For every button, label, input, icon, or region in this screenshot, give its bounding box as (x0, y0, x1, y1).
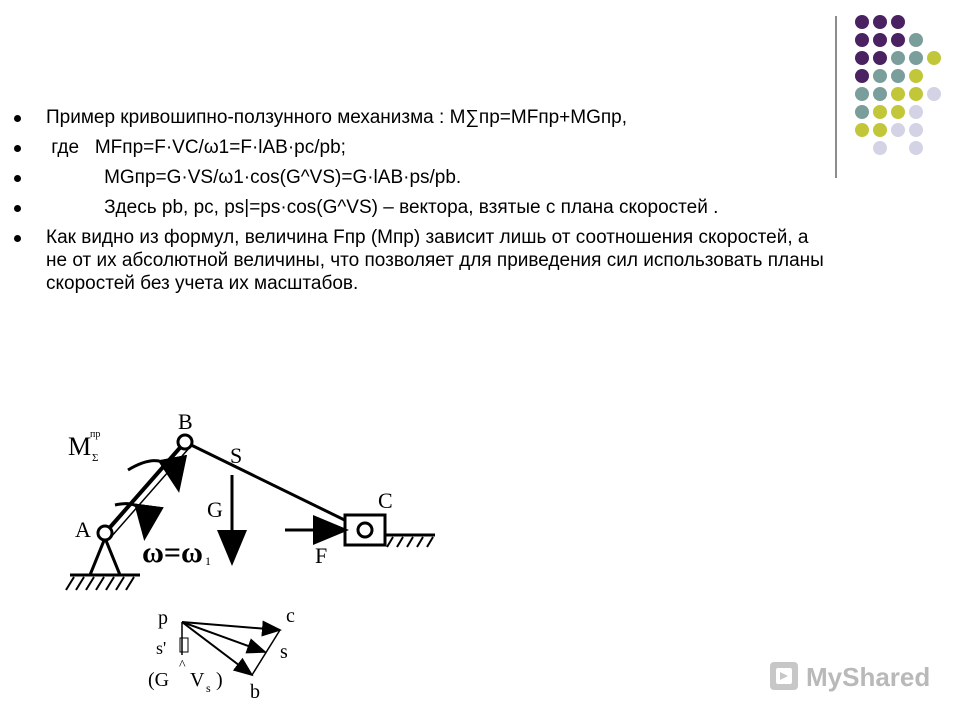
bullet-dot-icon (14, 115, 21, 122)
dot-row-2 (855, 33, 923, 47)
dot (855, 69, 869, 83)
dot (909, 141, 923, 155)
dot (891, 69, 905, 83)
dot (909, 87, 923, 101)
label-f: F (315, 543, 328, 568)
dot-row-8 (873, 141, 923, 155)
dot (873, 105, 887, 119)
bullet-text: MGпр=G·VS/ω1·cos(G^VS)=G·lAB·ps/pb. (46, 167, 462, 188)
label-angle-caret: ^ (179, 658, 186, 673)
label-b-small: b (250, 681, 260, 703)
label-c-small: c (286, 605, 295, 627)
bullet-list (14, 106, 834, 302)
dot (855, 33, 869, 47)
dot (873, 141, 887, 155)
bullet-dot-icon (14, 175, 21, 182)
bullet-text: где MFпр=F·VC/ω1=F·lAB·pc/pb; (46, 137, 346, 158)
dot (891, 51, 905, 65)
dot (909, 51, 923, 65)
dot-row-6 (855, 105, 923, 119)
dot (891, 15, 905, 29)
velocity-plan-diagram (140, 600, 310, 705)
joint-c (358, 523, 372, 537)
label-b: B (178, 409, 193, 434)
dot (855, 87, 869, 101)
label-s-prime: s' (156, 638, 167, 658)
moment-arrow (128, 461, 178, 487)
dot-row-4 (855, 69, 923, 83)
label-s-small: s (280, 641, 288, 663)
joint-a (98, 526, 112, 540)
dot (909, 69, 923, 83)
label-omega: ω=ω (142, 536, 203, 569)
crank-slider-mechanism-diagram (60, 405, 450, 600)
bullet-item (14, 226, 834, 295)
dot (891, 87, 905, 101)
label-c: C (378, 488, 393, 513)
projection-marker (180, 638, 188, 652)
label-s: S (230, 443, 243, 468)
label-a: A (75, 517, 91, 542)
label-m-sub: Σ (92, 452, 99, 464)
dot (909, 33, 923, 47)
label-m-sup: пр (90, 429, 101, 440)
dot (855, 51, 869, 65)
dot (873, 87, 887, 101)
watermark-text: MyShared (806, 662, 931, 692)
bullet-dot-icon (14, 205, 21, 212)
bullet-text: Здесь pb, pc, ps|=ps·cos(G^VS) – вектора, взятые с плана скоростей . (46, 197, 719, 218)
dot (873, 51, 887, 65)
dot (927, 51, 941, 65)
dot (873, 123, 887, 137)
joint-b (178, 435, 192, 449)
label-m: M (68, 432, 92, 461)
dot (855, 15, 869, 29)
bullet-item (14, 196, 834, 219)
dot-row-7 (855, 123, 923, 137)
label-p: p (158, 607, 168, 629)
dot (891, 105, 905, 119)
dot-row-3 (855, 51, 941, 65)
dot (927, 87, 941, 101)
vector-pb (182, 622, 252, 675)
dot-row-1 (855, 15, 905, 29)
label-omega-sub: 1 (205, 554, 211, 568)
bullet-text: Пример кривошипно-ползунного механизма : M∑пр=MFпр+MGпр, (46, 107, 628, 128)
dot-row-5 (855, 87, 941, 101)
slider-guide (385, 535, 435, 547)
dot (909, 105, 923, 119)
ground-support-a (66, 538, 140, 590)
bullet-item (14, 136, 834, 159)
line-cb (252, 630, 280, 675)
label-angle-v-sub: s (206, 681, 211, 695)
label-angle-open: (G (148, 669, 170, 691)
bullet-dot-icon (14, 145, 21, 152)
dot (873, 15, 887, 29)
bullet-item (14, 106, 834, 129)
watermark (768, 658, 938, 694)
bullet-item (14, 166, 834, 189)
dot (873, 69, 887, 83)
bullet-text: Как видно из формул, величина Fпр (Mпр) зависит лишь от соотношения скоростей, а не от их абсолютной величины, что позволяет для приведения сил использовать планы скоростей без учета их масштабов. (46, 227, 824, 294)
bullet-dot-icon (14, 235, 21, 242)
label-angle-v: V (190, 669, 205, 691)
dot (909, 123, 923, 137)
vertical-divider (835, 16, 837, 178)
dot (891, 33, 905, 47)
dot (891, 123, 905, 137)
dot (855, 123, 869, 137)
watermark-logo-icon (770, 662, 798, 690)
label-angle-close: ) (216, 669, 223, 691)
dot (873, 33, 887, 47)
vector-pc (182, 622, 280, 630)
label-g: G (207, 497, 223, 522)
vector-ps (182, 622, 265, 652)
dot (855, 105, 869, 119)
